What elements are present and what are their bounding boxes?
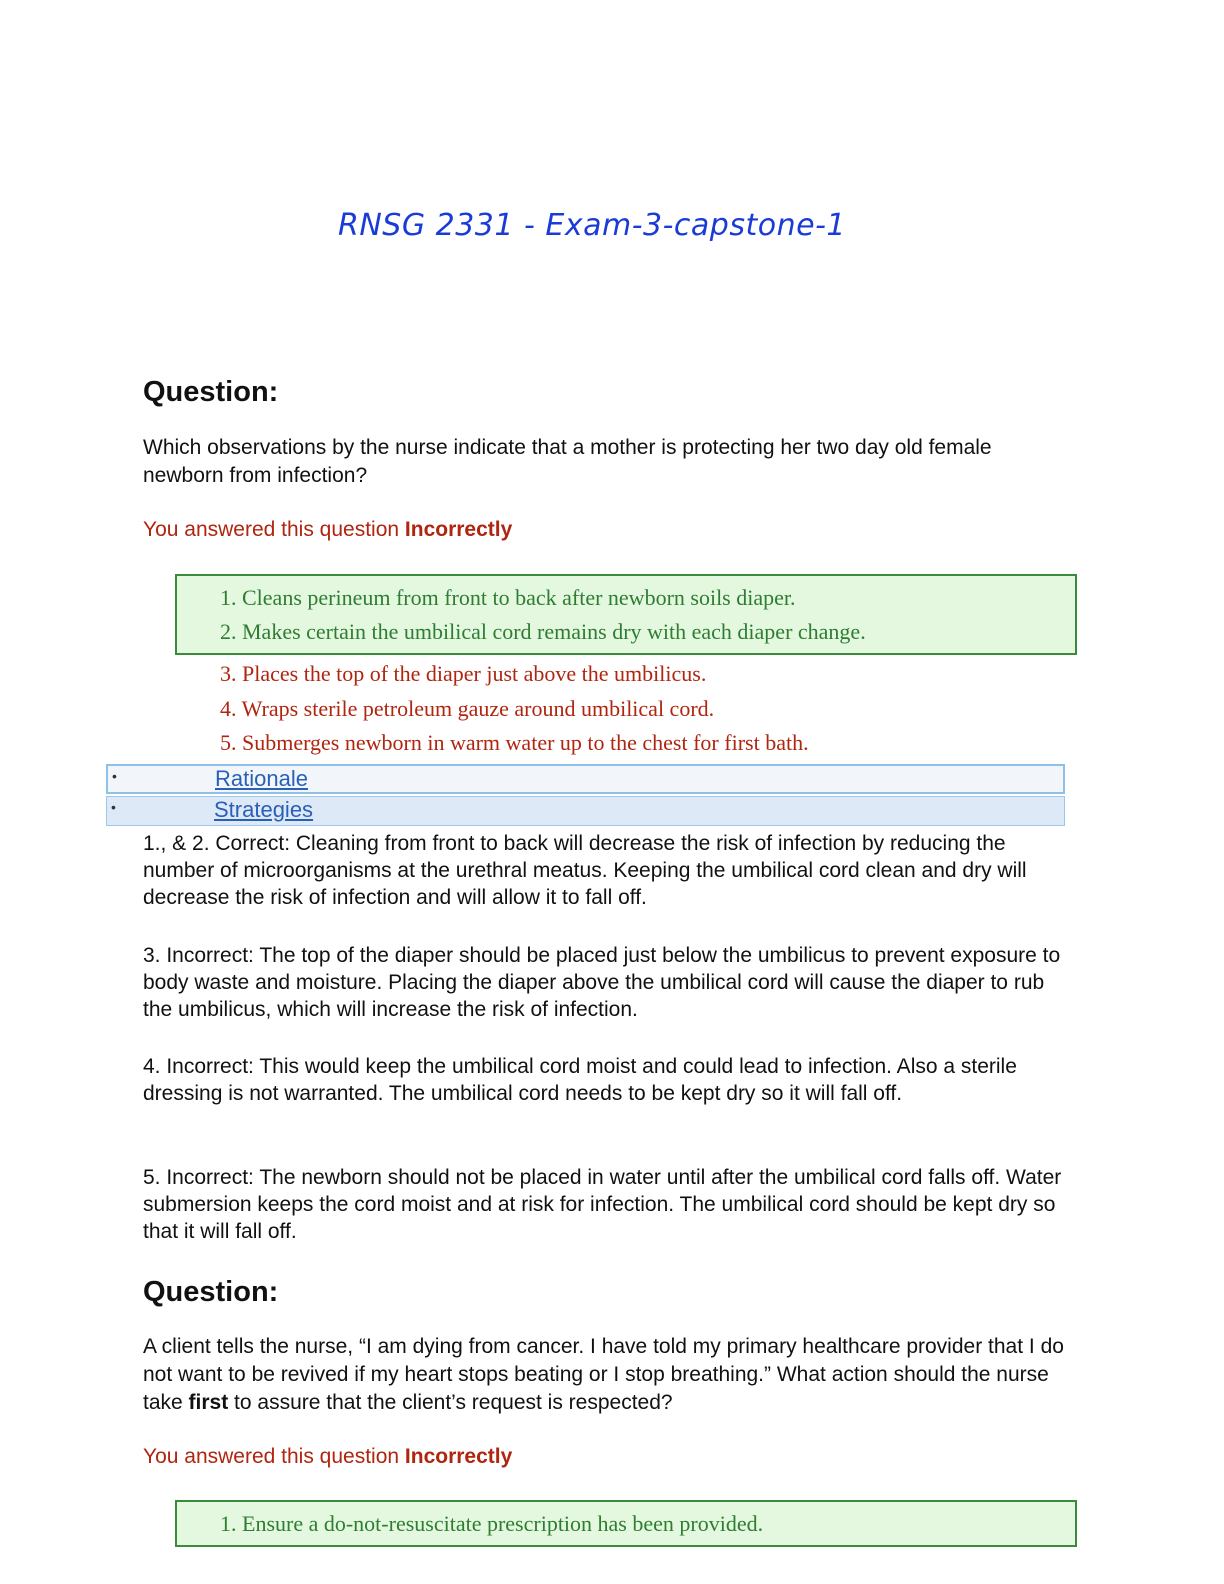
answer-result-status: Incorrectly [404,518,513,541]
incorrect-option: 3. Places the top of the diaper just above the umbilicus. [220,661,707,686]
rationale-paragraph: 3. Incorrect: The top of the diaper should be placed just below the umbilicus to prevent exposure to body waste and moisture. Placing the diaper above the umbilical cord will cause the diaper to rub the umbilicus, which will increase the risk of infection. [143,944,1061,1021]
correct-option: 2. Makes certain the umbilical cord remains dry with each diaper change. [220,619,866,644]
question-text [143,1333,1083,1417]
page-title: RNSG 2331 - Exam-3-capstone-1 [338,208,846,243]
tab-rationale[interactable] [106,764,1065,794]
rationale-paragraph: 5. Incorrect: The newborn should not be placed in water until after the umbilical cord falls off. Water submersion keeps the cord moist and at risk for infection. The umbilical cord should be kept dry so that it will fall off. [143,1166,1062,1243]
answer-result-prefix: You answered this question [143,1445,405,1468]
question-text-part: A client tells the nurse, “I am dying from cancer. I have told my primary healthcare provider that I do not want to be revived if my heart stops beating or I stop breathing.” What action should the nurse take [143,1335,1064,1414]
bullet-icon: • [112,768,117,784]
answer-result-status: Incorrectly [404,1445,513,1468]
rationale-paragraph: 1., & 2. Correct: Cleaning from front to back will decrease the risk of infection by reducing the number of microorganisms at the urethral meatus. Keeping the umbilical cord clean and dry will decrease the risk of infection and will allow it to fall off. [143,832,1027,909]
correct-option: 1. Cleans perineum from front to back after newborn soils diaper. [220,585,796,610]
correct-option: 1. Ensure a do-not-resuscitate prescription has been provided. [220,1511,764,1536]
answer-result [143,518,512,542]
rationale-link[interactable]: Rationale [215,766,308,791]
question-heading: Question: [143,1276,279,1308]
answer-result-prefix: You answered this question [143,518,405,541]
incorrect-option: 4. Wraps sterile petroleum gauze around umbilical cord. [220,696,715,721]
strategies-link[interactable]: Strategies [214,797,314,822]
question-emphasis: first [188,1391,229,1414]
question-text-part: to assure that the client’s request is respected? [228,1391,673,1414]
answer-result [143,1445,512,1469]
rationale-paragraph: 4. Incorrect: This would keep the umbilical cord moist and could lead to infection. Also a sterile dressing is not warranted. The umbilical cord needs to be kept dry so it will fall off. [143,1055,1017,1105]
tab-strategies[interactable] [106,796,1065,826]
question-heading: Question: [143,376,279,408]
incorrect-option: 5. Submerges newborn in warm water up to the chest for first bath. [220,730,809,755]
bullet-icon: • [111,799,116,815]
question-text: Which observations by the nurse indicate that a mother is protecting her two day old female newborn from infection? [143,436,992,487]
